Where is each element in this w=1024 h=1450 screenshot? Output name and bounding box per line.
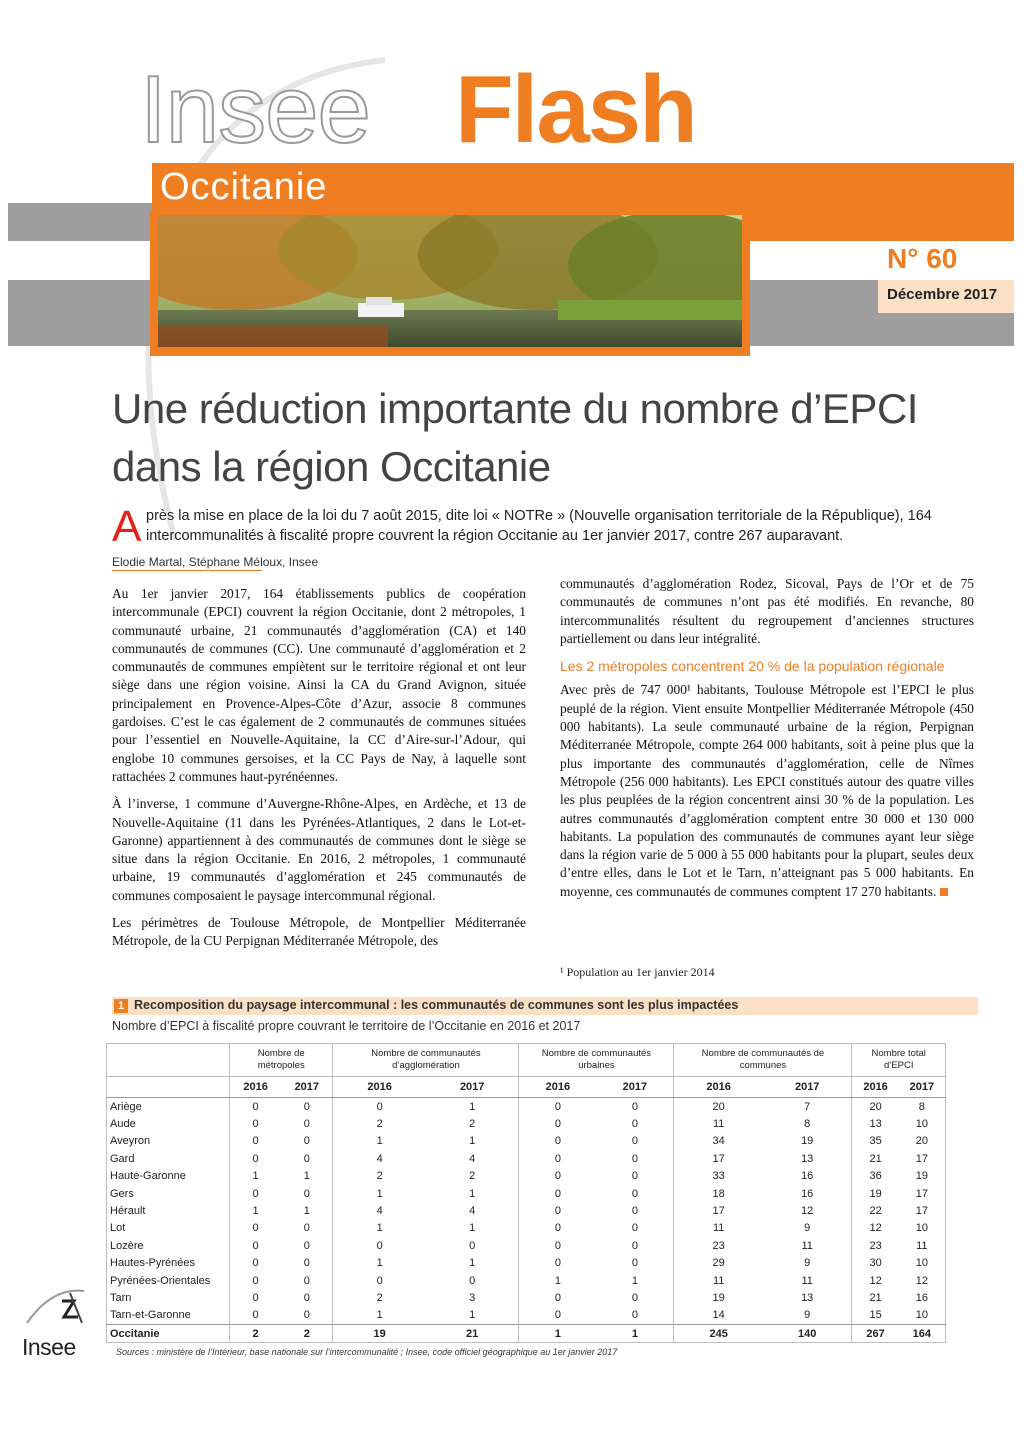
table-cell: 13: [801, 1152, 814, 1165]
table-row: [107, 1098, 946, 1116]
table-cell: 0: [230, 1289, 282, 1306]
table-cell: 0: [230, 1115, 282, 1132]
table-cell: 0: [303, 1100, 310, 1113]
table-cell: 17: [915, 1205, 928, 1218]
table-cell: 0: [631, 1205, 638, 1218]
table-cell: 1: [333, 1133, 426, 1150]
table-cell: 1: [469, 1100, 476, 1113]
table-cell: 33: [674, 1168, 763, 1185]
table-row: [107, 1115, 946, 1132]
body-paragraph: À l’inverse, 1 commune d’Auvergne-Rhône-Alpes, en Ardèche, et 13 de Nouvelle-Aquitaine (11 dans les Pyrénées-Atlantiques, 2 dans le Lot-et-Garonne) appartiennent à des communautés de communes dont le siège se situe dans la région Occitanie. En 2016, 2 métropoles, 1 communauté urbaine, 19 communautés d’agglomération et 245 communautés de communes composaient le paysage intercommunal régional.: [112, 796, 526, 903]
year-header: 2017: [596, 1077, 673, 1098]
row-label: Tarn: [110, 1291, 132, 1304]
table-cell: 8: [918, 1100, 925, 1113]
table-cell: 2: [333, 1115, 426, 1132]
table-cell: 10: [915, 1222, 928, 1235]
insee-logo-text: Insee: [22, 1334, 76, 1360]
table-cell: 1: [631, 1274, 638, 1287]
table-cell: 1: [333, 1255, 426, 1272]
logo-insee-word: Insee: [140, 56, 370, 163]
table-cell: 13: [801, 1291, 814, 1304]
year-header: 2016: [519, 1077, 596, 1098]
table-cell: 0: [303, 1257, 310, 1270]
year-header-empty: [107, 1077, 230, 1098]
table-cell: 17: [915, 1187, 928, 1200]
body-column-left: [112, 585, 526, 960]
insee-logo-icon: [22, 1283, 92, 1335]
table-cell: 1: [469, 1187, 476, 1200]
table-cell: 17: [674, 1202, 763, 1219]
header-metropoles: Nombre de métropoles: [230, 1044, 333, 1077]
table-cell: 0: [631, 1170, 638, 1183]
row-label: Occitanie: [107, 1325, 230, 1343]
table-cell: 1: [469, 1222, 476, 1235]
article-title: [112, 380, 982, 496]
table-row: [107, 1168, 946, 1185]
table-cell: 0: [230, 1098, 282, 1116]
table-cell: 20: [674, 1098, 763, 1116]
table-cell: 19: [333, 1325, 426, 1343]
table-cell: 2: [281, 1325, 333, 1343]
table-cell: 30: [852, 1255, 899, 1272]
table-cell: 0: [631, 1100, 638, 1113]
table-cell: 0: [230, 1307, 282, 1325]
table-cell: 0: [519, 1307, 596, 1325]
table-cell: 3: [469, 1291, 476, 1304]
table-cell: 0: [230, 1255, 282, 1272]
table-cell: 21: [852, 1150, 899, 1167]
table-cell: 8: [804, 1118, 811, 1131]
table-cell: 17: [674, 1150, 763, 1167]
table-cell: 164: [899, 1325, 946, 1343]
table-cell: 35: [852, 1133, 899, 1150]
year-header: 2016: [333, 1077, 426, 1098]
table-cell: 2: [230, 1325, 282, 1343]
table-cell: 0: [519, 1150, 596, 1167]
figure-title: Recomposition du paysage intercommunal : les communautés de communes sont les plus impactées: [134, 998, 739, 1012]
table-cell: 29: [674, 1255, 763, 1272]
table-cell: 0: [519, 1202, 596, 1219]
table-cell: 36: [852, 1168, 899, 1185]
table-cell: 4: [333, 1202, 426, 1219]
table-cell: 0: [631, 1118, 638, 1131]
figure-number: 1: [114, 999, 128, 1013]
row-label: Gard: [110, 1152, 135, 1165]
table-cell: 0: [303, 1187, 310, 1200]
table-cell: 10: [915, 1257, 928, 1270]
table-cell: 10: [915, 1118, 928, 1131]
table-cell: 0: [469, 1274, 476, 1287]
authors-underline: [112, 570, 262, 571]
table-cell: 11: [801, 1274, 813, 1287]
table-cell: 11: [916, 1239, 928, 1252]
row-label: Aveyron: [110, 1135, 151, 1148]
table-cell: 1: [469, 1257, 476, 1270]
sources-note: Sources : ministère de l’Intérieur, base nationale sur l’intercommunalité ; Insee, code officiel géographique au 1er janvier 2017: [116, 1347, 618, 1357]
table-cell: 11: [674, 1220, 763, 1237]
table-cell: 11: [674, 1115, 763, 1132]
table-cell: 16: [801, 1187, 814, 1200]
table-cell: 0: [631, 1135, 638, 1148]
canal-photo: [158, 215, 742, 347]
table-cell: 1: [519, 1325, 596, 1343]
table-cell: 22: [852, 1202, 899, 1219]
table-total-row: [107, 1325, 946, 1343]
table-cell: 14: [674, 1307, 763, 1325]
table-cell: 4: [333, 1150, 426, 1167]
table-cell: 19: [801, 1135, 814, 1148]
table-cell: 1: [596, 1325, 673, 1343]
year-header: 2016: [230, 1077, 282, 1098]
table-cell: 0: [519, 1185, 596, 1202]
row-label: Aude: [110, 1118, 136, 1131]
row-label: Haute-Garonne: [110, 1170, 186, 1183]
table-cell: 0: [631, 1239, 638, 1252]
table-cell: 267: [852, 1325, 899, 1343]
table-cell: 0: [303, 1239, 310, 1252]
table-cell: 10: [915, 1309, 928, 1322]
table-cell: 0: [303, 1135, 310, 1148]
table-cell: 20: [852, 1098, 899, 1116]
table-cell: 21: [426, 1325, 519, 1343]
table-cell: 16: [915, 1291, 928, 1304]
issue-date: Décembre 2017: [887, 286, 998, 303]
table-cell: 1: [333, 1307, 426, 1325]
table-cell: 12: [915, 1274, 928, 1287]
table-cell: 0: [631, 1309, 638, 1322]
table-cell: 0: [303, 1274, 310, 1287]
table-cell: 19: [915, 1170, 928, 1183]
table-cell: 1: [303, 1170, 310, 1183]
table-row: [107, 1255, 946, 1272]
row-label: Gers: [110, 1187, 134, 1200]
table-cell: 4: [469, 1152, 476, 1165]
header-communes: Nombre de communautés de communes: [674, 1044, 852, 1077]
footnote: ¹ Population au 1er janvier 2014: [560, 965, 715, 979]
table-cell: 1: [519, 1272, 596, 1289]
header-total: Nombre total d’EPCI: [852, 1044, 946, 1077]
table-cell: 1: [230, 1202, 282, 1219]
table-cell: 34: [674, 1133, 763, 1150]
table-cell: 0: [230, 1272, 282, 1289]
table-cell: 0: [303, 1222, 310, 1235]
body-column-right: [560, 575, 974, 910]
table-cell: 0: [519, 1255, 596, 1272]
table-cell: 9: [804, 1309, 811, 1322]
table-cell: 0: [519, 1237, 596, 1254]
body-paragraph: Au 1er janvier 2017, 164 établissements publics de coopération intercommunale (EPCI) couvrent la région Occitanie, dont 2 métropoles, 1 communauté urbaine, 21 communautés d’agglomération (CA) et 140 communautés de communes (CC). Une communauté d’agglomération et 2 communautés de communes empiètent sur le territoire régional et ont leur siège dans une région voisine. Ainsi la CA du Grand Avignon, située principalement en Provence-Alpes-Côte d’Azur, associe 8 communes gardoises. C’est le cas également de 2 communautés de communes situées pour l’essentiel en Nouvelle-Aquitaine, la CC d’Aire-sur-l’Adour, qui englobe 10 communes gersoises, et la CC Pays de Nay, à laquelle sont rattachées 2 communes haut-pyrénéennes.: [112, 586, 526, 784]
table-cell: 0: [469, 1239, 476, 1252]
section-subheading: Les 2 métropoles concentrent 20 % de la population régionale: [560, 658, 945, 675]
table-cell: 0: [631, 1187, 638, 1200]
article-title-line2: dans la région Occitanie: [112, 443, 551, 490]
row-label: Lozère: [110, 1239, 144, 1252]
row-label: Ariège: [110, 1100, 142, 1113]
year-header: 2017: [426, 1077, 519, 1098]
table-row: [107, 1272, 946, 1289]
table-cell: 0: [519, 1220, 596, 1237]
year-header: 2017: [899, 1077, 946, 1098]
body-paragraph: communautés d’agglomération Rodez, Sicoval, Pays de l’Or et de 75 communautés de communes n’ont pas été modifiés. En revanche, 80 intercommunalités résultent du regroupement d’anciennes structures partiellement ou dans leur intégralité.: [560, 576, 974, 646]
table-cell: 9: [804, 1222, 811, 1235]
table-cell: 1: [230, 1168, 282, 1185]
table-cell: 11: [801, 1239, 813, 1252]
table-cell: 1: [333, 1185, 426, 1202]
table-cell: 0: [631, 1291, 638, 1304]
table-cell: 0: [230, 1237, 282, 1254]
table-cell: 12: [852, 1220, 899, 1237]
table-row: [107, 1307, 946, 1325]
table-cell: 12: [801, 1205, 814, 1218]
row-label: Tarn-et-Garonne: [110, 1309, 191, 1322]
table-cell: 13: [852, 1115, 899, 1132]
table-cell: 1: [303, 1205, 310, 1218]
table-cell: 20: [915, 1135, 928, 1148]
header-agglomerations: Nombre de communautés d’agglomération: [333, 1044, 519, 1077]
logo-flash-word: Flash: [455, 56, 696, 163]
table-row: [107, 1220, 946, 1237]
table-cell: 0: [631, 1257, 638, 1270]
table-cell: 0: [303, 1309, 310, 1322]
table-cell: 0: [303, 1152, 310, 1165]
body-paragraph: Les périmètres de Toulouse Métropole, de Montpellier Méditerranée Métropole, de la CU Perpignan Méditerranée Métropole, des: [112, 915, 526, 949]
table-cell: 0: [519, 1168, 596, 1185]
table-cell: 0: [303, 1118, 310, 1131]
table-cell: 21: [852, 1289, 899, 1306]
table-cell: 17: [915, 1152, 928, 1165]
article-title-line1: Une réduction importante du nombre d’EPCI: [112, 385, 918, 432]
table-cell: 0: [631, 1152, 638, 1165]
table-cell: 2: [469, 1118, 476, 1131]
row-label: Pyrénées-Orientales: [110, 1274, 211, 1287]
year-header: 2016: [852, 1077, 899, 1098]
lead-paragraph: près la mise en place de la loi du 7 août 2015, dite loi « NOTRe » (Nouvelle organisation territoriale de la République), 164 intercommunalités à fiscalité propre couvrent la région Occitanie au 1er janvier 2017, contre 267 auparavant.: [146, 508, 932, 544]
table-cell: 0: [519, 1289, 596, 1306]
table-cell: 7: [804, 1100, 811, 1113]
table-cell: 18: [674, 1185, 763, 1202]
table-cell: 15: [852, 1307, 899, 1325]
table-row: [107, 1133, 946, 1150]
table-cell: 0: [631, 1222, 638, 1235]
table-cell: 1: [469, 1309, 476, 1322]
authors: Elodie Martal, Stéphane Méloux, Insee: [112, 555, 319, 569]
table-cell: 2: [469, 1170, 476, 1183]
body-paragraph-wrap: [560, 681, 974, 901]
table-cell: 0: [333, 1237, 426, 1254]
row-label: Hautes-Pyrénées: [110, 1257, 195, 1270]
table-corner: [107, 1044, 230, 1077]
table-cell: 19: [852, 1185, 899, 1202]
table-cell: 0: [519, 1098, 596, 1116]
table-cell: 0: [519, 1133, 596, 1150]
issue-number: N° 60: [887, 243, 958, 274]
table-cell: 12: [852, 1272, 899, 1289]
table-cell: 245: [674, 1325, 763, 1343]
table-cell: 0: [333, 1272, 426, 1289]
table-row: [107, 1202, 946, 1219]
table-cell: 140: [763, 1325, 852, 1343]
table-cell: 16: [801, 1170, 814, 1183]
table-cell: 9: [804, 1257, 811, 1270]
table-cell: 0: [230, 1185, 282, 1202]
table-cell: 0: [519, 1115, 596, 1132]
header-urbaines: Nombre de communautés urbaines: [519, 1044, 674, 1077]
table-cell: 0: [230, 1220, 282, 1237]
table-row: [107, 1150, 946, 1167]
region-name: Occitanie: [160, 166, 328, 208]
table-cell: 0: [333, 1098, 426, 1116]
table-cell: 2: [333, 1168, 426, 1185]
table-cell: 2: [333, 1289, 426, 1306]
row-label: Lot: [110, 1222, 126, 1235]
table-cell: 0: [303, 1291, 310, 1304]
table-row: [107, 1237, 946, 1254]
year-header: 2017: [281, 1077, 333, 1098]
table-cell: 0: [230, 1133, 282, 1150]
table-row: [107, 1289, 946, 1306]
table-cell: 4: [469, 1205, 476, 1218]
row-label: Hérault: [110, 1205, 146, 1218]
body-paragraph: Avec près de 747 000¹ habitants, Toulouse Métropole est l’EPCI le plus peuplé de la région. Vient ensuite Montpellier Méditerranée Métropole (450 000 habitants). La seule communauté urbaine de la région, Perpignan Méditerranée Métropole, compte 264 000 habitants, soit à peine plus que la plus importante des communautés d’agglomération, celle de Nîmes Métropole (256 000 habitants). Les EPCI constitués autour des quatre villes les plus peuplées de la région concentrent ainsi 30 % de la population. Les autres communautés d’agglomération comptent entre 30 000 et 130 000 habitants. La population des communautés de communes ayant leur siège dans la région varie de 5 000 à 55 000 habitants pour la plupart, seules deux d’entre elles, dans le Lot et le Tarn, n’atteignant pas 5 000 habitants. En moyenne, ces communautés de communes comptent 17 270 habitants.: [560, 682, 974, 899]
epci-table: [106, 1043, 946, 1343]
year-header: 2016: [674, 1077, 763, 1098]
table-cell: 1: [333, 1220, 426, 1237]
figure-subtitle: Nombre d’EPCI à fiscalité propre couvrant le territoire de l’Occitanie en 2016 et 2017: [112, 1019, 581, 1033]
table-cell: 0: [230, 1150, 282, 1167]
table-cell: 23: [674, 1237, 763, 1254]
lead-dropcap: A: [112, 502, 142, 551]
table-cell: 1: [469, 1135, 476, 1148]
end-of-article-mark: [940, 888, 948, 896]
year-header: 2017: [763, 1077, 852, 1098]
table-cell: 11: [674, 1272, 763, 1289]
table-cell: 19: [674, 1289, 763, 1306]
table-row: [107, 1185, 946, 1202]
table-cell: 23: [852, 1237, 899, 1254]
